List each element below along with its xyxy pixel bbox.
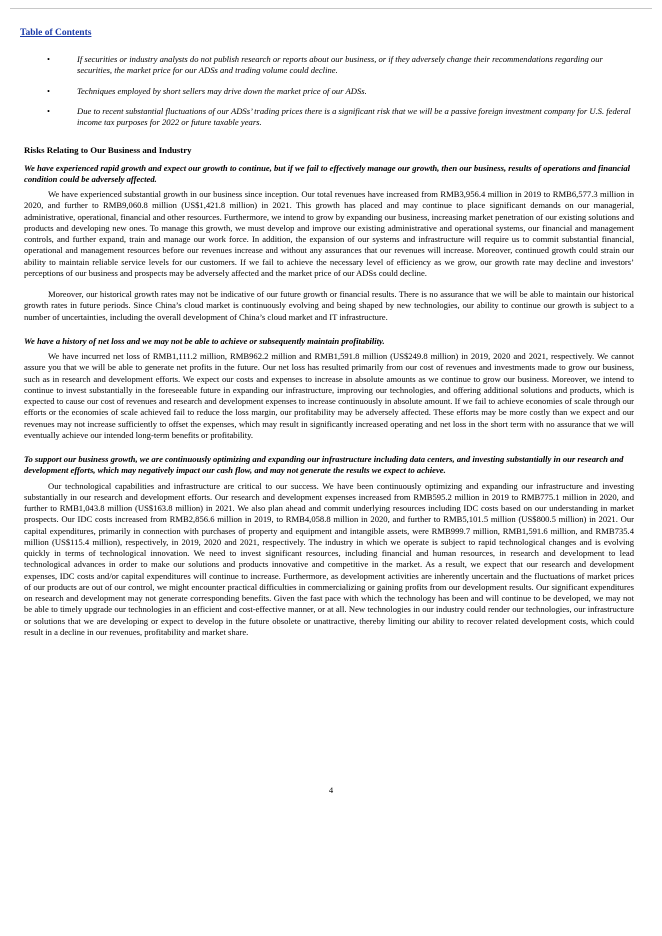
page-number: 4 (328, 785, 334, 795)
risk-heading: We have a history of net loss and we may not be able to achieve or subsequently maintain profitability. (24, 335, 385, 346)
page-content (24, 54, 634, 638)
bullet-item (24, 106, 634, 129)
bullet-item (24, 54, 634, 77)
bullet-text: Techniques employed by short sellers may drive down the market price of our ADSs. (77, 85, 367, 96)
section-title: Risks Relating to Our Business and Industry (24, 145, 192, 156)
bullet-item (24, 86, 634, 97)
risk-heading: We have experienced rapid growth and expect our growth to continue, but if we fail to effectively manage our growth, then our business, results of operations and financial condition could be adversely affected. (24, 162, 631, 184)
summary-bullet-list (24, 54, 634, 128)
body-paragraph: We have experienced substantial growth in our business since inception. Our total revenues have increased from RMB3,956.4 million in 2019 to RMB6,577.3 million in 2020, and further to RMB9,060.8 million (US$1,421.8 million) in 2021. This growth has placed and may continue to place significant demands on our managerial, administrative, operational, financial and other resources. Furthermore, we intend to grow by expanding our business, increasing market penetration of our existing solutions and products and developing new ones. To manage this growth, we must develop and improve our existing administrative and operational systems, our financial and management controls, and further expand, train and manage our work force. In addition, the expansion of our systems and infrastructure will require us to commit substantial financial, operational and management resources before our revenues increase and without any assurances that our revenues will increase. Moreover, continued growth could strain our ability to maintain reliable service levels for our customers. If we fail to achieve the necessary level of efficiency as we grow, our growth rate may decline and investors’ perceptions of our business and prospects may be adversely affected and the market price of our ADSs could decline. (24, 189, 634, 278)
table-of-contents-link[interactable]: Table of Contents (20, 28, 92, 38)
bullet-text: Due to recent substantial fluctuations of our ADSs’ trading prices there is a significant risk that we will be a passive foreign investment company for U.S. federal income tax purposes for 2022 or future taxable years. (77, 105, 631, 127)
bullet-text: If securities or industry analysts do not publish research or reports about our business, or if they adversely change their recommendations regarding our securities, the market price for our ADSs and trading volume could decline. (77, 54, 603, 76)
body-paragraph: Moreover, our historical growth rates may not be indicative of our future growth or financial results. There is no assurance that we will be able to maintain our historical growth rates in future periods. Since China’s cloud market is continuously evolving and being shaped by new technologies, our ability to continue our growth is subject to a number of uncertainties, including the overall development of China’s cloud market and IT infrastructure. (24, 289, 634, 322)
bullet-marker: • (47, 105, 51, 116)
bullet-marker: • (47, 85, 51, 96)
bullet-marker: • (47, 54, 51, 64)
top-divider (10, 8, 652, 9)
body-paragraph: Our technological capabilities and infrastructure are critical to our success. We have been continuously optimizing and expanding our infrastructure and investing substantially in our research and development efforts. Our research and development expenses increased from RMB595.2 million in 2019 to RMB775.1 million in 2020, and further to RMB1,043.8 million (US$163.8 million) in 2021. We also plan ahead and commit underlying resources including IDC costs based on our understanding in market prospects. Our IDC costs increased from RMB2,856.6 million in 2019, to RMB4,058.8 million in 2020, and further to RMB5,101.5 million (US$800.5 million) in 2021. Our capital expenditures, primarily in connection with purchases of property and equipment and intangible assets, were RMB999.7 million, RMB1,591.6 million, and RMB735.4 million (US$115.4 million), respectively, in 2019, 2020 and 2021, respectively. The industry in which we operate is subject to rapid technological changes and is evolving quickly in terms of technological innovation. We need to invest significant resources, including financial and human resources, in research and development to lead technological advances in order to make our solutions and products innovative and competitive in the market. As a result, we expect that our research and development expenses, IDC costs and/or capital expenditures will continue to increase. Furthermore, as development activities are inherently uncertain and the fluctuations of market prices of our products are out of our control, we might encounter practical difficulties in commercializing or gaining profits from our development results. Our significant expenditures on research and development may not generate corresponding benefits. Given the fast pace with which the technology has been and will continue to be developed, we may not be able to timely upgrade our technologies in an efficient and cost-effective manner, or at all. New technologies in our industry could render our technologies, our infrastructure or solutions that we are developing or expect to develop in the future obsolete or unattractive, thereby limiting our ability to recover related development costs, which could result in a decline in our revenues, profitability and market share. (24, 480, 634, 637)
risk-heading: To support our business growth, we are continuously optimizing and expanding our infrastructure including data centers, and investing substantially in our research and development efforts, which may negatively impact our cash flow, and may not generate the results we expect to achieve. (24, 454, 624, 476)
body-paragraph: We have incurred net loss of RMB1,111.2 million, RMB962.2 million and RMB1,591.8 million (US$249.8 million) in 2019, 2020 and 2021, respectively. We cannot assure you that we will be able to generate net profits in the future. Our net loss has resulted primarily from our cost of revenues and investments made to grow our business, such as in research and development efforts. We expect our costs and expenses to increase in absolute amounts as we continue to grow our business. Moreover, we intend to continue to invest substantially in the foreseeable future in expanding our infrastructure, improving our technologies, and offering additional solutions and products, which is expected to cause our cost of revenues and research and development expenses to increase continuously in absolute amount. If we fail to achieve economies of scale through our efforts or the economies of scale achieved fail to reduce the loss margin, our profitability may be adversely affected. These efforts may be more costly than we expect and our revenues may not increase sufficiently to offset the expenses, which may result in significantly increased operating and net loss in the short term with no assurance that we will eventually achieve our intended long-term benefits or profitability. (24, 351, 634, 440)
